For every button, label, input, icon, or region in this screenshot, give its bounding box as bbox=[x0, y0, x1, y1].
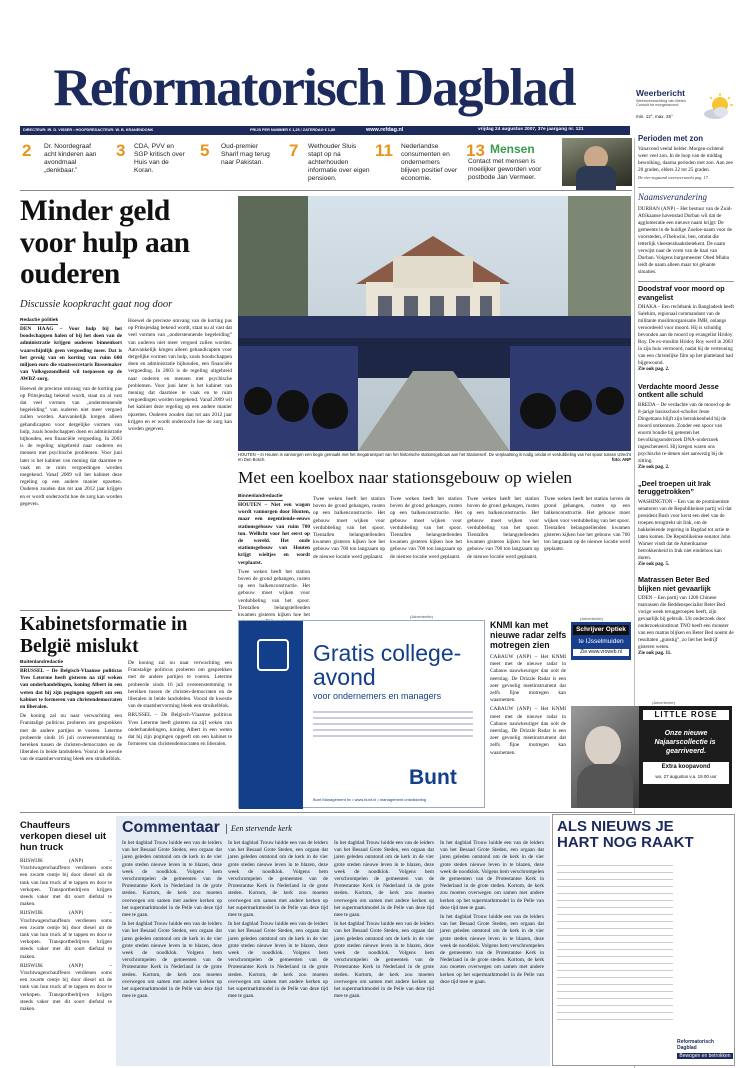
station-body-1: Twee weken heeft het station boven de grond gehangen, rusten op een balkenconstructie. Het gebouw moet wijken voor verdubbeling van het spoor. Tientallen belangstellenden kwamen gisteren kijken hoe het bbox=[238, 568, 310, 619]
teaser-rule bbox=[20, 190, 632, 191]
rail-fenwick-title: „Deel troepen uit Irak teruggetrokken” bbox=[638, 478, 711, 497]
teaser-5-number: 11 bbox=[375, 141, 393, 160]
commentary-body-3b: In het dagblad Trouw luidde een van de leiders van het Besaad Grote Steden, een orgaan dat jaren geleden ontstond om de kerk in de vier grote steden nieuwe leven in te blazen, deze week de noodklok. Volgens hem verschrompelen de gemeenten van de Protestantse Kerk in Nederland in de grote steden. Kortom, de kerk zou moeten overwegen om samen met andere kerken op het supermarktmodel in de Pelle van deze tijd mee te gaan. bbox=[334, 921, 434, 1000]
masthead-price: PRIJS PER NUMMER € 1,25 / ZATERDAG € 1,85 bbox=[250, 127, 336, 132]
knmi-text-2: CABAUW (ANP) – Het KNMI meet met de nieuwe radar in Cabauw nauwkeuriger dan ooit de neerslag. De Drizzle Radar is een zeer gevoelig meetinstrument dat zelfs fijne motregen kan waarnemen. bbox=[490, 706, 566, 756]
chauffeurs-headline: Chauffeurs verkopen diesel uit hun truck bbox=[20, 820, 107, 853]
rail-fenwick-link[interactable]: Zie ook pag. 5. bbox=[638, 561, 670, 567]
commentary-col-4 bbox=[440, 840, 544, 1062]
bottom-rule bbox=[20, 812, 632, 813]
belgium-headline: Kabinetsformatie in België mislukt bbox=[20, 614, 188, 657]
subscription-form[interactable] bbox=[557, 859, 673, 1049]
belgium-body-2: De koning zal nu naar verwachting een Franstalige politicus proberen om gesprekken met de andere partijen te voeren. Leterme probeerde sinds 16 juli overeenstemming te bereiken tussen de christen-democraten en de liberalen in beide landsdelen. Vooral de kwestie van de staatshervorming bleek een struikelblok. bbox=[128, 660, 232, 710]
rail-fenwick-text: WASHINGTON – Een van de prominentste senatoren van de Republikeinse partij wil dat president Bush voor kerst een deel van de troepen terugtrekt uit Irak, om de bakkeleiende regering in Bagdad tot actie te laten komen. De Republikeinse senator John Warner vindt dat de Amerikaanse betrokkenheid in Irak niet eindeloos kan duren. bbox=[638, 498, 732, 561]
chauffeurs-col bbox=[20, 858, 112, 1063]
photo-caption-text: HOUTEN – In Houten is vannorgen een begin gemaakt met het megatransport van het historische stationsgebouw aan het Stationserf. De verplaatsing is nodig omdat er verdubbeling van het spoor tussen Utrecht en Den Bosch. bbox=[238, 452, 631, 462]
belgium-rule bbox=[20, 610, 232, 611]
subscription-slogan: Bewogen en betrokken bbox=[677, 1053, 733, 1059]
rail-jesse-link[interactable]: Zie ook pag. 2. bbox=[638, 464, 670, 470]
rose-ad-line-4: Extra koopavond bbox=[661, 764, 711, 770]
station-body-2: Twee weken heeft het station boven de grond gehangen, rusten op een balkenconstructie. Het gebouw moet wijken voor verdubbeling van het spoor. Tientallen belangstellenden kwamen gisteren kijken hoe het gebouw van 700 ton langzaam op de nieuwe locatie werd geplaatst. bbox=[313, 496, 385, 560]
teaser-3-text[interactable]: Oud-premier Sharif mag terug naar Pakistan. bbox=[221, 143, 270, 166]
child-photo bbox=[571, 706, 639, 808]
rail-jesse-text: BREDA – De verdachte van de moord op de 8-jarige basisschool-scholier Jesse Dingemans blijft zijn betrokkenheid bij de moord ontkennen. Zonder een spoor van enorm bondie bij getesten het bevolkingsonderzoek DNA-onderzoek ingescheneerd. Hij kregen waren ons psychische re-denen niet aanwezig bij de zitting. bbox=[638, 401, 731, 464]
masthead-url[interactable]: www.refdag.nl bbox=[366, 126, 404, 133]
belgium-col-1 bbox=[20, 668, 122, 808]
commentary-subtitle: Een stervende kerk bbox=[226, 824, 292, 834]
belgium-body-1: De koning zal nu naar verwachting een Franstalige politicus proberen om gesprekken met de andere partijen te voeren. Leterme probeerde sinds 16 juli overeenstemming te bereiken tussen de christen-democraten en de liberalen in beide landsdelen. Vooral de kwestie van de staatshervorming bleek een struikelblok. bbox=[20, 713, 122, 763]
photo-credit: foto: ANP bbox=[611, 457, 631, 462]
optiek-ad-title: Schrijver Optiek bbox=[573, 625, 629, 635]
lead-body-1: Hoewel de precieze omvang van de korting pas op Prinsjesdag bekend wordt, staat nu al vast dat veel vormen van „ondersteunende begeleiding” van ouderen niet meer vergoed zullen worden. Aanvankelijk kregen alleen gehandicapten voor dergelijke vormen van hulp, zoals boodschappen doen en administratie bijhouden, een financiële vergoeding. In 2003 is de regeling uitgebreid naar ouderen en mensen met psychische problemen. Voor juni later is het kabinet van mening dat daarmee te vaak en te ruim vergoedingen worden toegekend. Vanaf 2009 wil het kabinet deze regeling op een andere manier opzetten. Ouderen zouden dan tot aan 2012 jaar krijgen en er wordt onderzocht hoe de zorg kan worden gegeven. bbox=[20, 385, 122, 507]
rail-bed-link[interactable]: Zie ook pag. 11. bbox=[638, 651, 672, 657]
sun-cloud-icon bbox=[702, 92, 734, 122]
rail-periods-title: Perioden met zon bbox=[638, 134, 703, 143]
station-intro: HOUTEN – Niet een wagon wordt vannorgen door Houten, maar een negentiende-eeuws stationsgebouw van ruim 700 ton. Wellicht voor het eerst op de wereld. Het oude stationsgebouw van Houten krijgt wieltjes en wordt verplaatst. bbox=[238, 502, 310, 566]
rail-murder-link[interactable]: Zie ook pag. 2. bbox=[638, 367, 670, 373]
belgium-body-3: BRUSSEL – De Belgisch-Vlaamse politicus Yves Leterme heeft gisteren na zijf weken van onderhandelingen, koning Albert in een weten dat hij zijn pogingen opgeeft om een kabinet te formeren van christendemocraten en liberalen. bbox=[128, 712, 232, 748]
lead-byline: Redactie politiek bbox=[20, 318, 59, 323]
rail-periods-text: Vanavond veelal helder. Morgen-ochtend weer veel zon. In de loop van de middag bewolking, daarna perioden met zon. Aan zee 20 graden, elders 22 tot 25 graden. bbox=[638, 145, 733, 173]
knmi-headline: KNMI kan met nieuwe radar zelfs motregen zien bbox=[490, 620, 567, 650]
station-col-5 bbox=[544, 496, 630, 612]
college-ad-url: Bunt Management bv • www.bunt.nl • management ontwikkeling bbox=[313, 797, 427, 802]
teaser-6-photo bbox=[562, 138, 632, 186]
knmi-col bbox=[490, 654, 566, 808]
rail-murder-title: Doodstraf voor moord op evangelist bbox=[638, 284, 725, 302]
teaser-strip bbox=[20, 138, 632, 188]
knmi-text: CABAUW (ANP) – Het KNMI meet met de nieuwe radar in Cabauw nauwkeuriger dan ooit de neerslag. De Drizzle Radar is een zeer gevoelig meetinstrument dat zelfs fijne motregen kan waarnemen. bbox=[490, 654, 566, 704]
belgium-intro: BRUSSEL – De Belgisch-Vlaamse politicus Yves Leterme heeft gisteren na zijf weken van onderhandelingen, koning Albert in een weten dat hij zijn pogingen opgeeft om een kabinet te formeren van christendemocraten en liberalen. bbox=[20, 668, 122, 711]
masthead-date: vrijdag 24 augustus 2007, 37e jaargang nr. 121 bbox=[478, 127, 584, 132]
commentary-title: Commentaar bbox=[122, 819, 220, 836]
college-ad-label: (Advertentie) bbox=[410, 614, 433, 619]
teaser-2-text[interactable]: CDA, PVV en SGP kritisch over Huis van de Koran. bbox=[134, 143, 185, 174]
weather-temps: min. 12°, max. 25° bbox=[636, 113, 673, 119]
lead-body-2: Hoewel de precieze omvang van de korting pas op Prinsjesdag bekend wordt, staat nu al vast dat veel vormen van „ondersteunende begeleiding” van ouderen niet meer vergoed zullen worden. Aanvankelijk kregen alleen gehandicapten voor dergelijke vormen van hulp, zoals boodschappen doen en administratie bijhouden, een financiële vergoeding. In 2003 is de regeling uitgebreid naar ouderen en mensen met psychische problemen. Voor juni later is het kabinet van mening dat daarmee te vaak en te ruim vergoedingen worden toegekend. Vanaf 2009 wil het kabinet deze regeling op een andere manier opzetten. Ouderen zouden dan tot aan 2012 jaar krijgen en er wordt onderzocht hoe de zorg kan worden gegeven. bbox=[128, 318, 232, 433]
rail-periods-link[interactable]: De vier-ingstand weersverwacht pag. 17. bbox=[638, 174, 709, 180]
station-col-4 bbox=[467, 496, 539, 612]
commentary-body-4b: In het dagblad Trouw luidde een van de leiders van het Besaad Grote Steden, een orgaan dat jaren geleden ontstond om de kerk in de vier grote steden nieuwe leven in te blazen, deze week de noodklok. Volgens hem verschrompelen de gemeenten van de Protestantse Kerk in Nederland in de grote steden. Kortom, de kerk zou moeten overwegen om samen met andere kerken op het supermarktmodel in de Pelle van deze tijd mee te gaan. bbox=[440, 914, 544, 985]
subscription-title: ALS NIEUWS JE HART NOG RAAKT bbox=[557, 818, 694, 851]
station-byline: Binnenlandredactie bbox=[238, 494, 283, 499]
masthead-editor: DIRECTEUR: IR. D. VISSER • HOOFDREDACTEUR: W. B. KRANENDONK bbox=[23, 127, 154, 132]
station-headline: Met een koelbox naar stationsgebouw op wielen bbox=[238, 468, 573, 487]
lead-col-2 bbox=[128, 318, 232, 468]
teaser-2-number: 3 bbox=[116, 141, 126, 160]
commentary-col-3 bbox=[334, 840, 434, 1062]
weather-title: Weerbericht bbox=[636, 88, 685, 98]
commentary-body-1b: In het dagblad Trouw luidde een van de leiders van het Besaad Grote Steden, een orgaan dat jaren geleden ontstond om de kerk in de vier grote steden nieuwe leven in te blazen, deze week de noodklok. Volgens hem verschrompelen de gemeenten van de Protestantse Kerk in Nederland in de grote steden. Kortom, de kerk zou moeten overwegen om samen met andere kerken op het supermarktmodel in de Pelle van deze tijd mee te gaan. bbox=[122, 921, 222, 1000]
optiek-ad-label: (Advertentie) bbox=[580, 616, 603, 621]
college-ad-subtitle: voor ondernemers en managers bbox=[313, 691, 442, 701]
station-col-2 bbox=[313, 496, 385, 612]
rail-name-text: DURBAN (ANP) – Het bestuur van de Zuid-Afrikaanse havenstad Durban wil dat de agglomeratie een nieuwe naam krijgt: De gemeente in de huidige Zoeloe-naam voor de voorsteden, eThekwini, ben, omdat die letterlijk vleesteisbaaksbetekent. De naam verwijst naar de vorm van de baai van Durban. Volgens burgemeester Obed Mlaba leidt de naam alleen maar tot gênante situaties. bbox=[638, 206, 733, 276]
station-body-4: Twee weken heeft het station boven de grond gehangen, rusten op een balkenconstructie. Het gebouw moet wijken voor verdubbeling van het spoor. Tientallen belangstellenden kwamen gisteren kijken hoe het gebouw van 700 ton langzaam op de nieuwe locatie werd geplaatst. bbox=[467, 496, 539, 560]
rose-ad-label: (Advertentie) bbox=[652, 700, 675, 705]
masthead-title: Reformatorisch Dagblad bbox=[53, 59, 575, 117]
optiek-ad-subtitle: te IJsselmuiden bbox=[578, 638, 624, 646]
weather-box bbox=[636, 88, 736, 133]
teaser-4-text[interactable]: Wethouder Sluis stapt op na achterhouden informatie over eigen pensioen. bbox=[308, 143, 370, 182]
teaser-6-number: 13 bbox=[466, 141, 485, 160]
lead-col-1 bbox=[20, 326, 122, 576]
station-col-3 bbox=[390, 496, 462, 612]
commentary-col-2 bbox=[228, 840, 328, 1062]
college-ad-title: Gratis college-avond bbox=[313, 640, 462, 690]
optiek-ad[interactable] bbox=[571, 622, 631, 660]
rose-ad-line-5: wo. 27 augustus v.a. 19.00 uur bbox=[655, 774, 717, 779]
rose-ad-line-2: Najaarscollectie is bbox=[654, 739, 716, 746]
little-rose-ad[interactable] bbox=[571, 706, 732, 808]
weather-source: Weersverwachting van Meteo Consult tot morgenavond bbox=[636, 98, 686, 108]
subscription-brand: Reformatorisch Dagblad bbox=[677, 1039, 714, 1052]
chauffeurs-text: RIJSWIJK (ANP) – Vrachtwagenchauffeurs verdienen soms een zwarte centje bij door diesel uit de tank van hun truck af te tappen en door te verkopen. Transportbedrijven krijgen steeds vaker met dit soort diefstal te maken. bbox=[20, 858, 112, 908]
station-photo bbox=[238, 196, 631, 451]
commentary-body-4: In het dagblad Trouw luidde een van de leiders van het Besaad Grote Steden, een orgaan dat jaren geleden ontstond om de kerk in de vier grote steden nieuwe leven in te blazen, deze week de noodklok. Volgens hem verschrompelen de gemeenten van de Protestantse Kerk in Nederland in de grote steden. Kortom, de kerk zou moeten overwegen om samen met andere kerken op het supermarktmodel in de Pelle van deze tijd mee te gaan. bbox=[440, 840, 544, 911]
station-photo-illustration bbox=[238, 196, 631, 451]
commentary-body-2b: In het dagblad Trouw luidde een van de leiders van het Besaad Grote Steden, een orgaan dat jaren geleden ontstond om de kerk in de vier grote steden nieuwe leven in te blazen, deze week de noodklok. Volgens hem verschrompelen de gemeenten van de Protestantse Kerk in Nederland in de grote steden. Kortom, de kerk zou moeten overwegen om samen met andere kerken op het supermarktmodel in de Pelle van deze tijd mee te gaan. bbox=[228, 921, 328, 1000]
belgium-col-2 bbox=[128, 660, 232, 808]
masthead bbox=[0, 0, 738, 140]
teaser-4-number: 7 bbox=[289, 141, 299, 160]
rose-ad-title: LITTLE ROSE bbox=[643, 710, 729, 720]
teaser-6-text[interactable]: Contact met mensen is moeilijker geworden voor postbode Jan Vermeer. bbox=[468, 158, 542, 181]
commentary-col-1 bbox=[122, 840, 222, 1062]
rail-bed-text: UDEN – Een partij van 1200 Chinese matrassen die Beddenspecialist Beter Bed vorige week teruggeroepen heeft, zijn gevaarlijk bij gebruik. Uit onderzoek door onderzoeksinstituut TNO heeft een monster van een matras blijken en Beter Bed noemt de resultaten „gunstig”, zo liet het bedrijf gisteren weten. bbox=[638, 595, 734, 651]
rail-murder-text: DHAKA – Een rechtbank in Bangladesh heeft Salehim, regionaal commandant van de militante moslimorganisatie JMB, onlangs veroordeeld voor moord. Hij is schuldig bevonden aan de moord op evangelist Hridoy Roy. De ex-moslim Hridoy Roy werd in 2003 in zijn huis vermoord, nadat hij de verteoning van een christelijke film op het platteland had bijgewoond. bbox=[638, 304, 734, 367]
college-ad-brand: Bunt bbox=[409, 766, 457, 789]
rail-jesse-title: Verdachte moord Jesse ontkent alle schuld bbox=[638, 381, 719, 400]
college-ad[interactable] bbox=[238, 620, 485, 808]
teaser-1-text[interactable]: Dr. Noordegraaf acht kinderen aan avondmaal „denkbaar.” bbox=[44, 143, 97, 174]
right-rail bbox=[638, 134, 734, 734]
commentary-body-3: In het dagblad Trouw luidde een van de leiders van het Besaad Grote Steden, een orgaan dat jaren geleden ontstond om de kerk in de vier grote steden nieuwe leven in te blazen, deze week de noodklok. Volgens hem verschrompelen de gemeenten van de Protestantse Kerk in Nederland in de grote steden. Kortom, de kerk zou moeten overwegen om samen met andere kerken op het supermarktmodel in de Pelle van deze tijd mee te gaan. bbox=[334, 840, 434, 919]
optiek-ad-url: Zie www.vroweb.nl bbox=[573, 649, 629, 655]
teaser-1-number: 2 bbox=[22, 141, 32, 160]
commentary-box bbox=[116, 816, 550, 1066]
photo-caption bbox=[238, 452, 631, 462]
teaser-6-title: Mensen bbox=[490, 142, 535, 156]
teaser-5-text[interactable]: Nederlandse consumenten en ondernemers blijven positief over economie. bbox=[401, 143, 458, 182]
subscription-ad[interactable] bbox=[552, 814, 735, 1066]
station-col-1 bbox=[238, 502, 310, 619]
rail-name-title: Naamsverandering bbox=[638, 192, 707, 203]
lead-subheadline: Discussie koopkracht gaat nog door bbox=[20, 299, 173, 310]
rose-ad-line-1: Onze nieuwe bbox=[664, 730, 708, 737]
chauffeurs-text-3: RIJSWIJK (ANP) – Vrachtwagenchauffeurs verdienen soms een zwarte centje bij door diesel uit de tank van hun truck af te tappen en door te verkopen. Transportbedrijven krijgen steeds vaker met dit soort diefstal te maken. bbox=[20, 962, 112, 1013]
commentary-body-1: In het dagblad Trouw luidde een van de leiders van het Besaad Grote Steden, een orgaan dat jaren geleden ontstond om de kerk in de vier grote steden nieuwe leven in te blazen, deze week de noodklok. Volgens hem verschrompelen de gemeenten van de Protestantse Kerk in Nederland in de grote steden. Kortom, de kerk zou moeten overwegen om samen met andere kerken op het supermarktmodel in de Pelle van deze tijd mee te gaan. bbox=[122, 840, 222, 919]
station-body-3: Twee weken heeft het station boven de grond gehangen, rusten op een balkenconstructie. Het gebouw moet wijken voor verdubbeling van het spoor. Tientallen belangstellenden kwamen gisteren kijken hoe het gebouw van 700 ton langzaam op de nieuwe locatie werd geplaatst. bbox=[390, 496, 462, 560]
lead-headline: Minder geld voor hulp aan ouderen bbox=[20, 195, 190, 290]
commentary-body-2: In het dagblad Trouw luidde een van de leiders van het Besaad Grote Steden, een orgaan dat jaren geleden ontstond om de kerk in de vier grote steden nieuwe leven in te blazen, deze week de noodklok. Volgens hem verschrompelen de gemeenten van de Protestantse Kerk in Nederland in de grote steden. Kortom, de kerk zou moeten overwegen om samen met andere kerken op het supermarktmodel in de Pelle van deze tijd mee te gaan. bbox=[228, 840, 328, 919]
rose-ad-line-3: gearriveerd. bbox=[665, 748, 707, 755]
lead-intro: DEN HAAG – Voor hulp bij het boodschappen halen of bij het doen van de administratie krijgen ouderen binnenkort waarschijnlijk geen vergoeding meer. Dat is het gevolg van en korting van ruim 600 miljoen euro die staatssecretaris Bussemaker van Volksgezondheid wil toepassen op de AWBZ-zorg. bbox=[20, 326, 122, 383]
belgium-byline: Buitenlandredactie bbox=[20, 660, 64, 665]
teaser-3-number: 5 bbox=[200, 141, 210, 160]
chauffeurs-text-2: RIJSWIJK (ANP) – Vrachtwagenchauffeurs verdienen soms een zwarte centje bij door diesel uit de tank van hun truck af te tappen en door te verkopen. Transportbedrijven krijgen steeds vaker met dit soort diefstal te maken. bbox=[20, 910, 112, 960]
station-body-5: Twee weken heeft het station boven de grond gehangen, rusten op een balkenconstructie. Het gebouw moet wijken voor verdubbeling van het spoor. Tientallen belangstellenden kwamen gisteren kijken hoe het gebouw van 700 ton langzaam op de nieuwe locatie werd geplaatst. bbox=[544, 496, 630, 553]
rail-bed-title: Matrassen Beter Bed blijken niet gevaarlijk bbox=[638, 575, 711, 593]
